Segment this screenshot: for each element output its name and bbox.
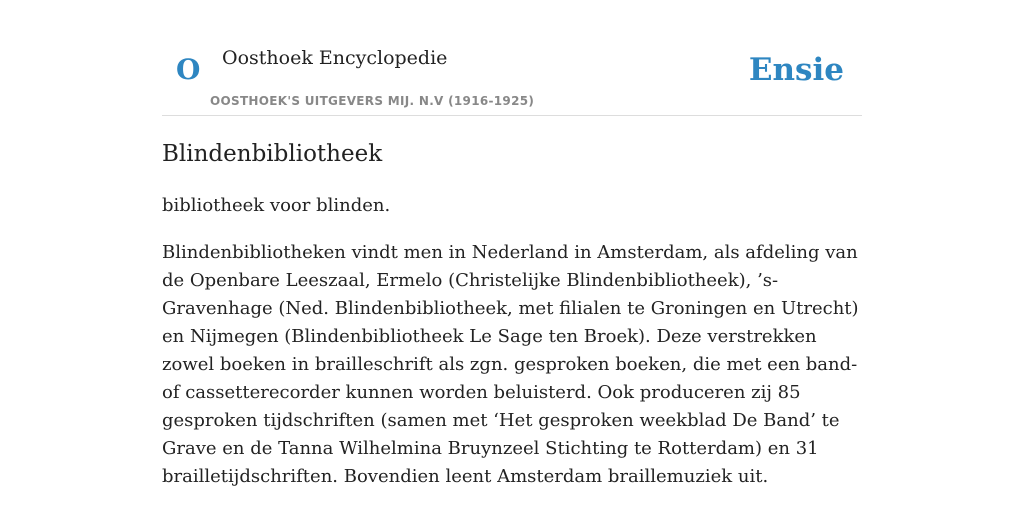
ensie-logo-link[interactable]: Ensie: [748, 52, 844, 88]
page-title: Blindenbibliotheek: [162, 141, 383, 167]
header: [162, 0, 862, 116]
article-body: Blindenbibliotheken vindt men in Nederland in Amsterdam, als afdeling van de Openbare Leeszaal, Ermelo (Christelijke Blindenbibliotheek), ’s-Gravenhage (Ned. Blindenbibliotheek, met filialen te Groningen en Utrecht) en Nijmegen (Blindenbibliotheek Le Sage ten Broek). Deze verstrekken zowel boeken in brailleschrift als zgn. gesproken boeken, die met een band- of cassetterecorder kunnen worden beluisterd. Ook produceren zij 85 gesproken tijdschriften (samen met ‘Het gesproken weekblad De Band’ te Grave en de Tanna Wilhelmina Bruynzeel Stichting te Rotterdam) en 31 brailletijdschriften. Bovendien leent Amsterdam braillemuziek uit.: [162, 242, 859, 487]
short-definition: bibliotheek voor blinden.: [162, 195, 391, 216]
publisher-label: OOSTHOEK'S UITGEVERS MIJ. N.V (1916-1925): [210, 94, 535, 108]
book-title-link[interactable]: Oosthoek Encyclopedie: [222, 47, 448, 69]
book-logo-icon[interactable]: O: [176, 53, 201, 86]
page-container: [162, 0, 862, 487]
